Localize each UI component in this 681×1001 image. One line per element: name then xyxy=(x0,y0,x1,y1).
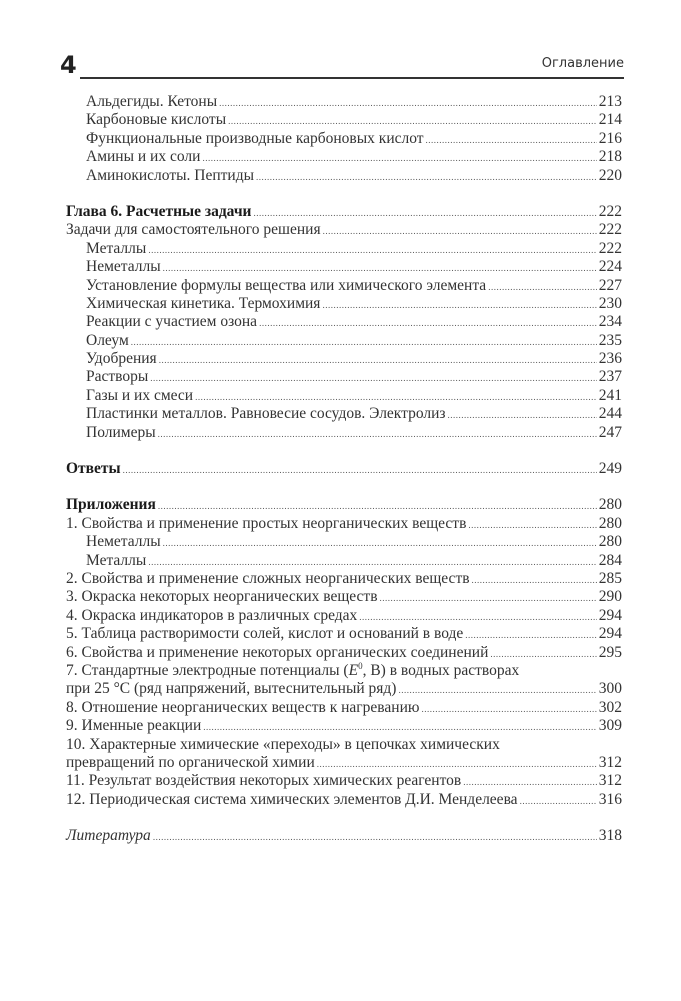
page-ref: 295 xyxy=(598,643,622,661)
page-ref: 294 xyxy=(598,625,622,643)
page-ref: 220 xyxy=(598,166,622,184)
toc-entry[interactable]: Установление формулы вещества или химического элемента ..... 227 xyxy=(66,277,622,295)
page-ref: 249 xyxy=(598,460,622,478)
leader-dots xyxy=(380,589,597,607)
page-ref: 312 xyxy=(598,753,622,771)
spacer xyxy=(66,809,622,827)
running-head: Оглавление xyxy=(541,56,624,71)
toc-section[interactable]: 2. Свойства и применение сложных неорганических веществ ..... 285 xyxy=(66,570,622,588)
toc-entry[interactable]: Химическая кинетика. Термохимия ..... 230 xyxy=(66,295,622,313)
page-ref: 280 xyxy=(598,496,622,514)
page-ref: 213 xyxy=(598,93,622,110)
toc-section-10-line2[interactable]: превращений по органической химии ..... 312 xyxy=(66,754,622,772)
leader-dots xyxy=(323,222,597,240)
page-ref: 237 xyxy=(598,368,622,386)
toc-answers[interactable]: Ответы ..... 249 xyxy=(66,460,622,478)
leader-dots xyxy=(163,259,597,277)
toc-entry[interactable]: Олеум ..... 235 xyxy=(66,332,622,350)
page-ref: 235 xyxy=(598,331,622,349)
page-ref: 236 xyxy=(598,350,622,368)
leader-dots xyxy=(158,497,597,515)
leader-dots xyxy=(158,425,597,443)
page-ref: 216 xyxy=(598,129,622,147)
spacer xyxy=(66,185,622,203)
leader-dots xyxy=(228,112,597,130)
toc-section[interactable]: Задачи для самостоятельного решения ..... 222 xyxy=(66,221,622,239)
leader-dots xyxy=(426,131,597,149)
toc-section[interactable]: 6. Свойства и применение некоторых органических соединений ..... 295 xyxy=(66,644,622,662)
page-ref: 218 xyxy=(598,148,622,166)
toc-entry[interactable]: Газы и их смеси ..... 241 xyxy=(66,387,622,405)
leader-dots xyxy=(468,516,596,534)
page-ref: 222 xyxy=(598,239,622,257)
leader-dots xyxy=(159,351,597,369)
toc-entry[interactable]: Пластинки металлов. Равновесие сосудов. Электролиз ..... 244 xyxy=(66,405,622,423)
leader-dots xyxy=(465,626,596,644)
leader-dots xyxy=(203,718,596,736)
page-ref: 241 xyxy=(598,386,622,404)
leader-dots xyxy=(148,241,596,259)
leader-dots xyxy=(398,681,596,699)
leader-dots xyxy=(254,204,597,222)
toc-entry[interactable]: Аминокислоты. Пептиды ..... 220 xyxy=(66,167,622,185)
toc-section[interactable]: 11. Результат воздействия некоторых химических реагентов ..... 312 xyxy=(66,772,622,790)
page-number: 4 xyxy=(60,51,77,79)
toc-section[interactable]: 12. Периодическая система химических элементов Д.И. Менделеева ..... 316 xyxy=(66,791,622,809)
leader-dots xyxy=(490,645,596,663)
page-ref: 284 xyxy=(598,551,622,569)
toc-entry[interactable]: Полимеры ..... 247 xyxy=(66,424,622,442)
toc-section[interactable]: 4. Окраска индикаторов в различных средах ..... 294 xyxy=(66,607,622,625)
toc-section[interactable]: 9. Именные реакции ..... 309 xyxy=(66,717,622,735)
page-ref: 280 xyxy=(598,514,622,532)
page-ref: 244 xyxy=(598,405,622,423)
leader-dots xyxy=(256,168,597,186)
leader-dots xyxy=(150,369,596,387)
leader-dots xyxy=(463,773,597,791)
toc-section[interactable]: 1. Свойства и применение простых неорганических веществ ..... 280 xyxy=(66,515,622,533)
page-ref: 294 xyxy=(598,606,622,624)
toc-entry[interactable]: Растворы ..... 237 xyxy=(66,368,622,386)
spacer xyxy=(66,478,622,496)
leader-dots xyxy=(472,571,597,589)
page-ref: 234 xyxy=(598,313,622,331)
leader-dots xyxy=(488,278,597,296)
leader-dots xyxy=(317,755,597,773)
page-ref: 227 xyxy=(598,276,622,294)
toc-section[interactable]: 8. Отношение неорганических веществ к нагреванию ..... 302 xyxy=(66,699,622,717)
toc-entry[interactable]: Функциональные производные карбоновых кислот ..... 216 xyxy=(66,130,622,148)
leader-dots xyxy=(322,296,596,314)
toc-entry[interactable]: Карбоновые кислоты ..... 214 xyxy=(66,111,622,129)
leader-dots xyxy=(259,314,597,332)
toc-chapter-6[interactable]: Глава 6. Расчетные задачи ..... 222 xyxy=(66,203,622,221)
toc-appendices[interactable]: Приложения ..... 280 xyxy=(66,496,622,514)
leader-dots xyxy=(153,828,597,846)
table-of-contents xyxy=(66,93,622,845)
toc-section[interactable]: 3. Окраска некоторых неорганических веществ ..... 290 xyxy=(66,588,622,606)
toc-entry[interactable]: Реакции с участием озона ..... 234 xyxy=(66,313,622,331)
toc-section[interactable]: 5. Таблица растворимости солей, кислот и оснований в воде ..... 294 xyxy=(66,625,622,643)
page-ref: 290 xyxy=(598,588,622,606)
page-ref: 230 xyxy=(598,294,622,312)
page-ref: 224 xyxy=(598,258,622,276)
toc-literature[interactable]: Литература ..... 318 xyxy=(66,827,622,845)
leader-dots xyxy=(163,534,597,552)
leader-dots xyxy=(219,94,597,112)
toc-section-7-line2[interactable]: при 25 °С (ряд напряжений, вытеснительный ряд) ..... 300 xyxy=(66,680,622,698)
leader-dots xyxy=(148,553,596,571)
page-ref: 312 xyxy=(598,772,622,790)
leader-dots xyxy=(448,406,597,424)
leader-dots xyxy=(131,333,597,351)
toc-entry[interactable]: Удобрения ..... 236 xyxy=(66,350,622,368)
page-ref: 302 xyxy=(598,698,622,716)
toc-entry[interactable]: Металлы ..... 284 xyxy=(66,552,622,570)
leader-dots xyxy=(520,792,597,810)
page-ref: 300 xyxy=(598,680,622,698)
leader-dots xyxy=(195,388,597,406)
page-ref: 309 xyxy=(598,717,622,735)
page-ref: 247 xyxy=(598,423,622,441)
page-ref: 222 xyxy=(598,202,622,220)
header-rule xyxy=(80,77,624,79)
leader-dots xyxy=(123,461,597,479)
toc-entry[interactable]: Неметаллы ..... 224 xyxy=(66,258,622,276)
toc-entry[interactable]: Металлы ..... 222 xyxy=(66,240,622,258)
leader-dots xyxy=(359,608,596,626)
toc-entry[interactable]: Альдегиды. Кетоны ..... 213 xyxy=(66,93,622,111)
page-header xyxy=(58,52,624,82)
page-ref: 285 xyxy=(598,569,622,587)
toc-section-7-line1[interactable]: 7. Стандартные электродные потенциалы ($E^0$, В) в водных растворах xyxy=(66,660,520,679)
leader-dots xyxy=(202,149,596,167)
page-ref: 222 xyxy=(598,221,622,239)
page-ref: 318 xyxy=(598,827,622,845)
toc-entry[interactable]: Амины и их соли ..... 218 xyxy=(66,148,622,166)
toc-entry[interactable]: Неметаллы ..... 280 xyxy=(66,533,622,551)
spacer xyxy=(66,442,622,460)
toc-section-10-line1[interactable]: 10. Характерные химические «переходы» в цепочках химических xyxy=(66,735,500,753)
page-ref: 316 xyxy=(598,790,622,808)
page-ref: 214 xyxy=(598,111,622,129)
leader-dots xyxy=(421,700,596,718)
page-ref: 280 xyxy=(598,533,622,551)
